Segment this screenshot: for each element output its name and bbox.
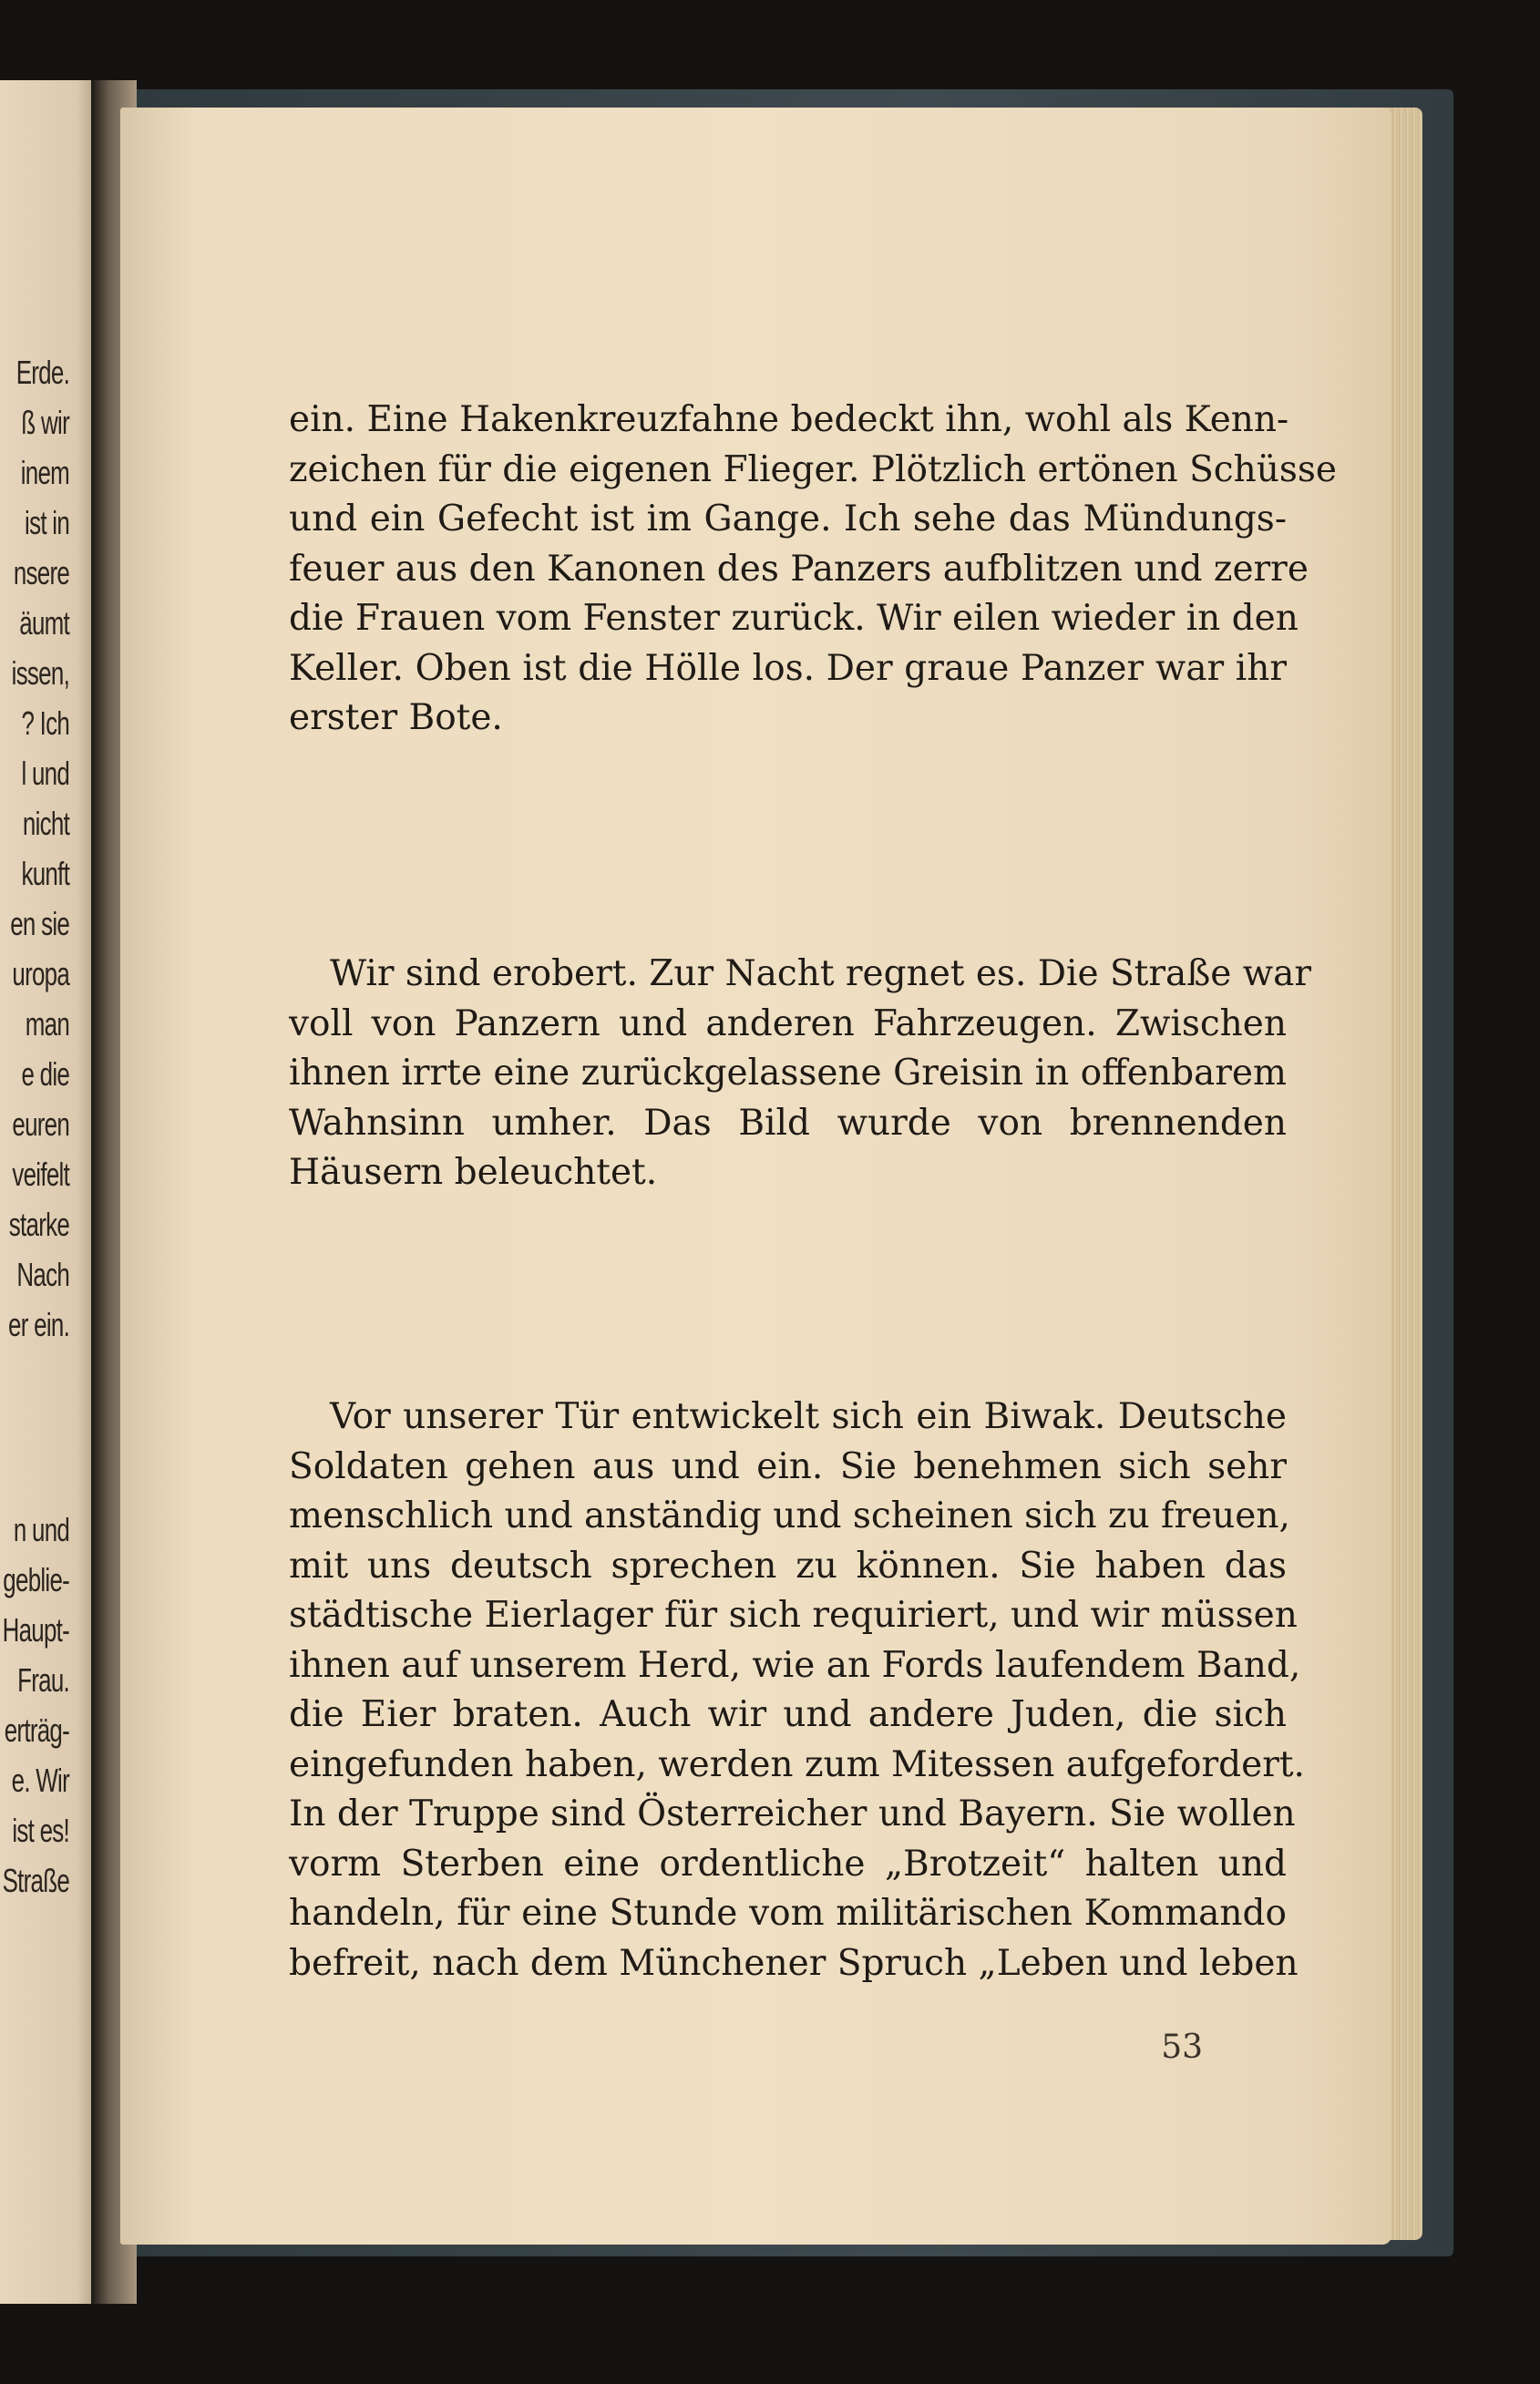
page-number: 53	[1161, 2029, 1203, 2066]
previous-page-text: ist es!	[12, 1812, 69, 1849]
text-line: vorm Sterben eine ordentliche „Brotzeit“ halten und	[289, 1843, 1287, 1885]
previous-page-text: nicht	[22, 805, 69, 842]
text-line: und ein Gefecht ist im Gange. Ich sehe das Mündungs-	[289, 498, 1287, 539]
text-line: ein. Eine Hakenkreuzfahne bedeckt ihn, wohl als Kenn-	[289, 399, 1289, 440]
previous-page-text: ß wir	[21, 404, 69, 441]
text-line: die Frauen vom Fenster zurück. Wir eilen wieder in den	[289, 598, 1299, 639]
text-line: erster Bote.	[289, 697, 503, 738]
text-line: Wahnsinn umher. Das Bild wurde von brennenden	[289, 1102, 1287, 1144]
previous-page-text: issen,	[11, 654, 69, 692]
previous-page-text: n und	[13, 1511, 69, 1548]
previous-page-text: veifelt	[12, 1156, 69, 1193]
previous-page-text: kunft	[21, 855, 69, 892]
text-line: Wir sind erobert. Zur Nacht regnet es. Die Straße war	[330, 953, 1312, 994]
text-line: Häusern beleuchtet.	[289, 1152, 658, 1193]
text-line: eingefunden haben, werden zum Mitessen aufgefordert.	[289, 1743, 1305, 1785]
previous-page-text: l und	[21, 755, 69, 792]
text-line: befreit, nach dem Münchener Spruch „Leben und leben	[289, 1942, 1299, 1984]
text-line: menschlich und anständig und scheinen sich zu freuen,	[289, 1495, 1290, 1536]
previous-page-text: Erde.	[15, 354, 69, 391]
previous-page-text: er ein.	[7, 1306, 69, 1343]
previous-page-text: inem	[20, 454, 69, 491]
previous-page-text: Straße	[2, 1862, 69, 1899]
text-line: In der Truppe sind Österreicher und Bayern. Sie wollen	[289, 1793, 1296, 1834]
paragraph-2	[289, 950, 1312, 1198]
text-line: ihnen auf unserem Herd, wie an Fords laufendem Band,	[289, 1644, 1301, 1686]
previous-page-text: nsere	[13, 554, 69, 591]
text-line: Vor unserer Tür entwickelt sich ein Biwak. Deutsche	[330, 1396, 1287, 1437]
previous-page-text: starke	[8, 1206, 69, 1243]
previous-page-text: geblie-	[3, 1561, 69, 1598]
text-line: Keller. Oben ist die Hölle los. Der graue Panzer war ihr	[289, 647, 1287, 689]
previous-page-text: erträg-	[4, 1711, 69, 1749]
previous-page-text: ? Ich	[21, 704, 69, 742]
paragraph-1	[289, 396, 1337, 744]
previous-page-text: Nach	[16, 1256, 69, 1293]
text-line: voll von Panzern und anderen Fahrzeugen. Zwischen	[289, 1002, 1287, 1044]
text-line: ihnen irrte eine zurückgelassene Greisin in offenbarem	[289, 1053, 1287, 1094]
previous-page-text: Frau.	[17, 1661, 69, 1699]
previous-page-text: en sie	[10, 905, 69, 942]
text-line: zeichen für die eigenen Flieger. Plötzlich ertönen Schüsse	[289, 448, 1337, 490]
previous-page	[0, 80, 102, 2304]
text-line: die Eier braten. Auch wir und andere Juden, die sich	[289, 1694, 1287, 1735]
book-page	[120, 108, 1391, 2245]
previous-page-text: euren	[12, 1105, 69, 1143]
previous-page-text: uropa	[12, 955, 69, 992]
text-line: mit uns deutsch sprechen zu können. Sie haben das	[289, 1545, 1287, 1587]
text-line: handeln, für eine Stunde vom militärischen Kommando	[289, 1893, 1287, 1934]
text-line: Soldaten gehen aus und ein. Sie benehmen sich sehr	[289, 1445, 1287, 1487]
text-line: städtische Eierlager für sich requiriert, und wir müssen	[289, 1595, 1298, 1636]
previous-page-text: Haupt-	[2, 1611, 69, 1649]
previous-page-text: ist in	[25, 504, 69, 541]
previous-page-text: e. Wir	[11, 1762, 69, 1799]
previous-page-text: man	[25, 1005, 69, 1043]
text-line: feuer aus den Kanonen des Panzers aufblitzen und zerre	[289, 548, 1309, 590]
previous-page-text: e die	[21, 1055, 69, 1093]
previous-page-text: äumt	[19, 604, 69, 642]
paragraph-3	[289, 1392, 1305, 1988]
